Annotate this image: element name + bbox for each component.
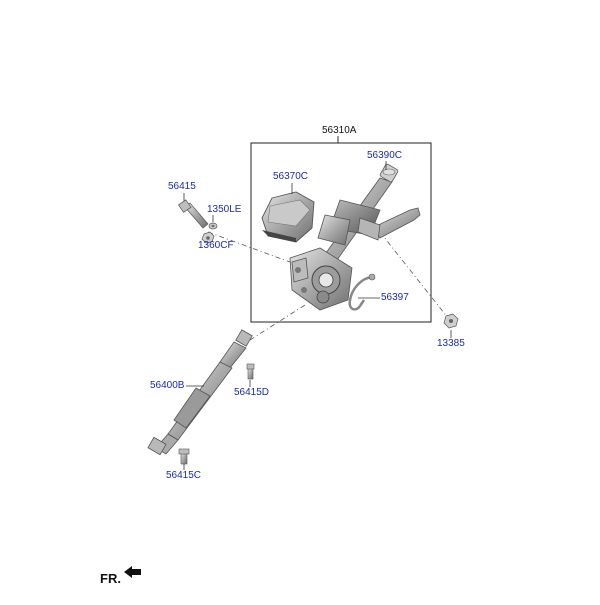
label-bolt-d: 56415D	[234, 387, 270, 398]
nut-part	[444, 314, 458, 328]
label-upper-shaft: 56390C	[367, 150, 403, 161]
bolt-part	[178, 200, 208, 228]
label-small-nut: 1360CF	[198, 240, 234, 251]
label-clip: 56397	[381, 292, 409, 303]
bolt-d-part	[247, 364, 254, 379]
front-arrow-icon	[124, 566, 141, 578]
label-bolt-c: 56415C	[166, 470, 202, 481]
cover-part	[262, 192, 314, 242]
label-washer: 1350LE	[207, 204, 242, 215]
label-lower-shaft: 56400B	[150, 380, 185, 391]
label-nut: 13385	[437, 338, 465, 349]
label-bolt: 56415	[168, 181, 196, 192]
front-direction-label: FR.	[100, 571, 121, 586]
label-assembly: 56310A	[322, 125, 357, 136]
clip-part	[350, 274, 375, 309]
bolt-c-part	[179, 449, 189, 464]
column-housing-part	[290, 248, 352, 310]
washer-part	[209, 223, 217, 229]
label-cover: 56370C	[273, 171, 309, 182]
